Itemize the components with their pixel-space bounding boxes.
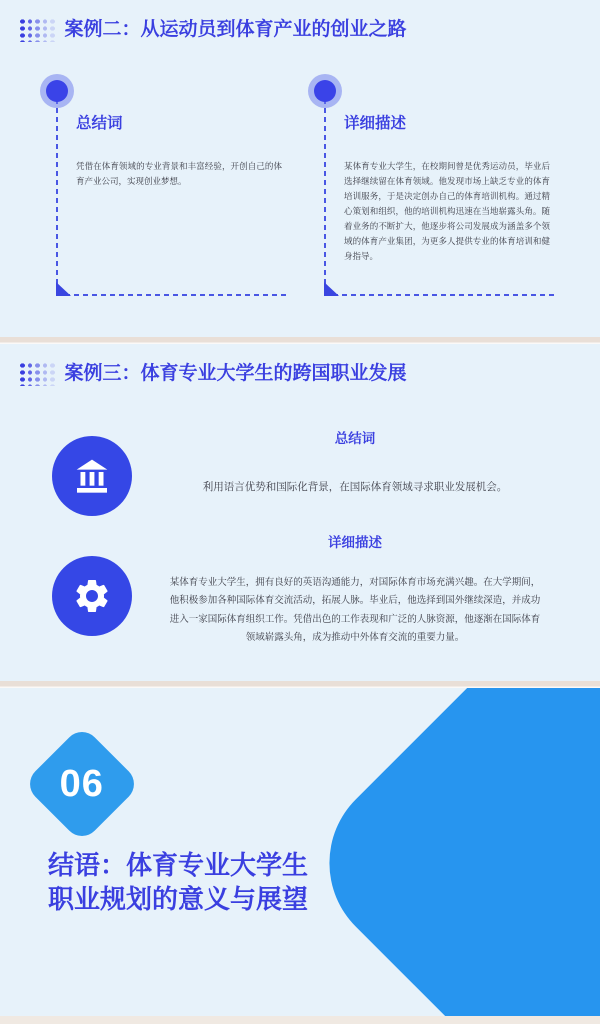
card-heading: 总结词	[76, 115, 123, 132]
section-number-badge	[23, 725, 142, 844]
bank-icon	[52, 436, 132, 516]
section-number: 06	[59, 762, 105, 805]
summary-heading: 总结词	[334, 431, 376, 446]
card-bottom-dashed-border	[324, 294, 556, 296]
card-left-dashed-border	[56, 90, 58, 296]
summary-text: 利用语言优势和国际化背景，在国际体育领域寻求职业发展机会。	[202, 481, 508, 493]
decorative-blob-shape	[292, 688, 600, 1016]
card-left-dashed-border	[324, 90, 326, 296]
gear-icon	[52, 556, 132, 636]
card-body-text: 凭借在体育领域的专业背景和丰富经验，开创自己的体育产业公司，实现创业梦想。	[76, 161, 282, 186]
conclusion-title-line2: 职业规划的意义与展望	[48, 884, 309, 914]
slide2-title: 案例三：体育专业大学生的跨国职业发展	[64, 363, 407, 384]
card-bottom-dashed-border	[56, 294, 288, 296]
corner-triangle-icon	[56, 282, 71, 296]
card-heading: 详细描述	[344, 115, 407, 132]
summary-card	[56, 90, 288, 296]
bullet-circle-icon	[308, 74, 342, 108]
slide2-header	[20, 361, 407, 386]
detail-heading: 详细描述	[328, 535, 382, 550]
conclusion-title	[48, 848, 308, 916]
corner-triangle-icon	[324, 282, 339, 296]
slide1-title: 案例二：从运动员到体育产业的创业之路	[64, 19, 407, 40]
slide-separator	[0, 681, 600, 688]
detail-text: 某体育专业大学生，拥有良好的英语沟通能力，对国际体育市场充满兴趣。在大学期间，他积极参加各种国际体育交流活动，拓展人脉。毕业后，他选择到国外继续深造，并成功进入一家国际体育组织工作。凭借出色的工作表现和广泛的人脉资源，他逐渐在国际体育领域崭露头角，成为推动中外体育交流的重要力量。	[169, 577, 541, 643]
dot-grid-icon	[20, 17, 55, 42]
dot-grid-icon	[20, 361, 55, 386]
conclusion-title-line1: 结语：体育专业大学生	[48, 850, 309, 880]
slide-case-three	[0, 344, 600, 681]
bullet-circle-icon	[40, 74, 74, 108]
detail-card	[324, 90, 556, 296]
slide-case-two	[0, 0, 600, 337]
card-body-text: 某体育专业大学生，在校期间曾是优秀运动员，毕业后选择继续留在体育领域。他发现市场上缺乏专业的体育培训服务，于是决定创办自己的体育培训机构。通过精心策划和组织，他的培训机构迅速在当地崭露头角。随着业务的不断扩大，他逐步将公司发展成为涵盖多个领域的体育产业集团，为更多人提供专业的体育培训和健身指导。	[344, 161, 550, 261]
page-bottom-strip	[0, 1016, 600, 1024]
slide1-header	[20, 17, 407, 42]
slide-conclusion	[0, 688, 600, 1016]
slide-separator	[0, 337, 600, 344]
